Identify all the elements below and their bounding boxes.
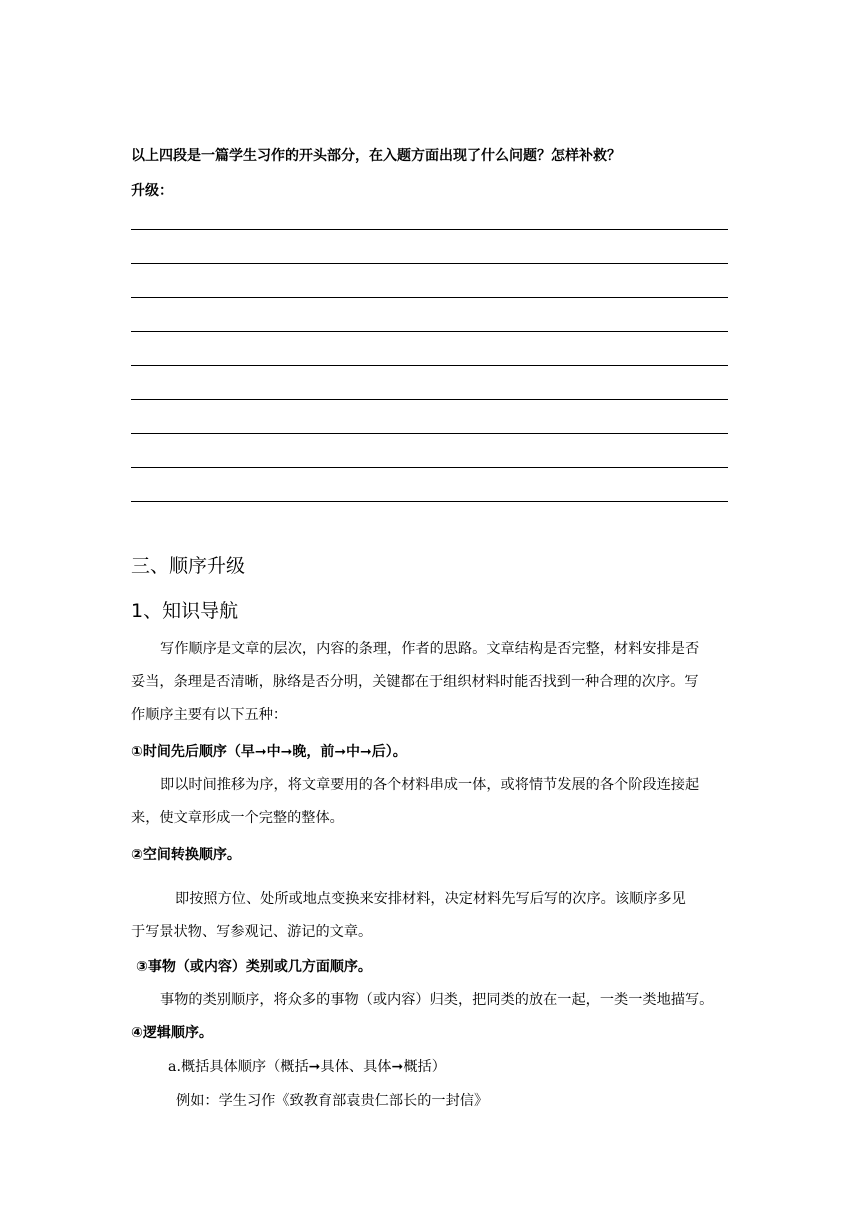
intro-paragraph-line: 妥当，条理是否清晰，脉络是否分明，关键都在于组织材料时能否找到一种合理的次序。写 [131, 674, 699, 690]
order-desc-time: 来，使文章形成一个完整的整体。 [131, 810, 344, 826]
answer-line [131, 467, 728, 468]
intro-paragraph-line: 作顺序主要有以下五种： [131, 707, 288, 723]
answer-line [131, 433, 728, 434]
answer-line [131, 229, 728, 230]
order-example: 例如：学生习作《致教育部袁贵仁部长的一封信》 [176, 1093, 489, 1109]
order-heading-logic: ④逻辑顺序。 [131, 1025, 213, 1041]
upgrade-label: 升级： [131, 183, 173, 199]
answer-line [131, 297, 728, 298]
order-item-a: a.概括具体顺序（概括➞具体、具体➞概括） [168, 1059, 446, 1075]
order-desc-category: 事物的类别顺序，将众多的事物（或内容）归类，把同类的放在一起，一类一类地描写。 [160, 992, 714, 1008]
section-subtitle: 1、知识导航 [131, 600, 239, 622]
answer-line [131, 263, 728, 264]
intro-paragraph-line: 写作顺序是文章的层次，内容的条理，作者的思路。文章结构是否完整，材料安排是否 [160, 641, 700, 657]
answer-line [131, 365, 728, 366]
order-heading-category: ③事物（或内容）类别或几方面顺序。 [136, 959, 372, 975]
order-desc-time: 即以时间推移为序，将文章要用的各个材料串成一体，或将情节发展的各个阶段连接起 [160, 777, 700, 793]
answer-line [131, 501, 728, 502]
order-desc-space: 即按照方位、处所或地点变换来安排材料，决定材料先写后写的次序。该顺序多见 [175, 891, 686, 907]
section-title: 三、顺序升级 [131, 555, 246, 577]
question-text: 以上四段是一篇学生习作的开头部分，在入题方面出现了什么问题？怎样补救？ [131, 148, 621, 164]
order-desc-space: 于写景状物、写参观记、游记的文章。 [131, 924, 373, 940]
answer-line [131, 331, 728, 332]
order-heading-time: ①时间先后顺序（早➞中➞晚，前➞中➞后）。 [131, 744, 407, 760]
order-heading-space: ②空间转换顺序。 [131, 847, 241, 863]
answer-line [131, 399, 728, 400]
